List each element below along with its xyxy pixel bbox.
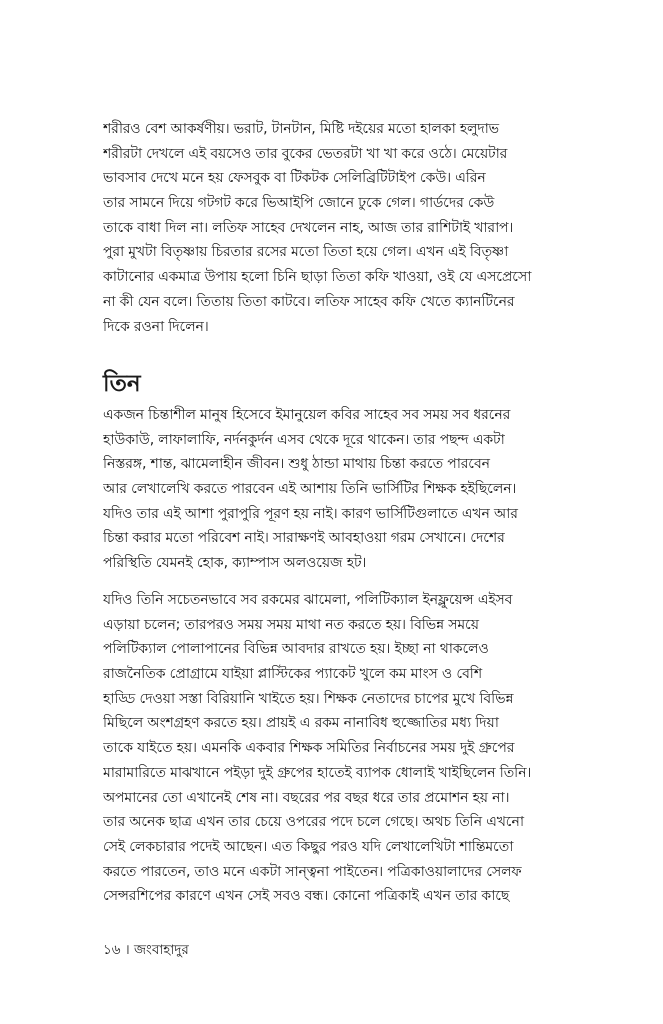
- text-line: দিকে রওনা দিলেন।: [103, 318, 209, 335]
- text-line: তাকে বাধা দিল না। লতিফ সাহেব দেখলেন নাহ, আজ তার রাশিটাই খারাপ।: [103, 219, 514, 236]
- text-line: তার অনেক ছাত্র এখন তার চেয়ে ওপরের পদে চলে গেছে। অথচ তিনি এখনো: [103, 814, 524, 831]
- text-line: তার সামনে দিয়ে গটগট করে ভিআইপি জোনে ঢুকে গেল। গার্ডদের কেউ: [103, 195, 495, 212]
- paragraph-1: [103, 117, 558, 339]
- text-line: না কী যেন বলে। তিতায় তিতা কাটবে। লতিফ সাহেব কফি খেতে ক্যানটিনের: [103, 293, 515, 310]
- text-line: চিন্তা করার মতো পরিবেশ নাই। সারাক্ষণই আবহাওয়া গরম সেখানে। দেশের: [103, 530, 505, 547]
- text-line: পরিস্থিতি যেমনই হোক, ক্যাম্পাস অলওয়েজ হট।: [103, 555, 367, 572]
- text-line: আর লেখালেখি করতে পারবেন এই আশায় তিনি ভার্সিটির শিক্ষক হইছিলেন।: [103, 481, 517, 498]
- text-line: তাকে যাইতে হয়। এমনকি একবার শিক্ষক সমিতির নির্বাচনের সময় দুই গ্রুপের: [103, 740, 515, 757]
- text-line: একজন চিন্তাশীল মানুষ হিসেবে ইমানুয়েল কবির সাহেব সব সময় সব ধরনের: [103, 407, 511, 423]
- text-line: হাউকাউ, লাফালাফি, নর্দনকুর্দন এসব থেকে দূরে থাকেন। তার পছন্দ একটা: [103, 431, 505, 448]
- text-line: যদিও তার এই আশা পুরাপুরি পূরণ হয় নাই। কারণ ভার্সিটিগুলাতে এখন আর: [103, 505, 518, 522]
- text-line: কাটানোর একমাত্র উপায় হলো চিনি ছাড়া তিতা কফি খাওয়া, ওই যে এসপ্রেসো: [103, 269, 532, 286]
- text-line: যদিও তিনি সচেতনভাবে সব রকমের ঝামেলা, পলিটিক্যাল ইনফ্লুয়েন্স এইসব: [103, 592, 513, 608]
- text-line: হাড্ডি দেওয়া সস্তা বিরিয়ানি খাইতে হয়। শিক্ষক নেতাদের চাপের মুখে বিভিন্ন: [103, 690, 514, 707]
- text-line: অপমানের তো এখানেই শেষ না। বছরের পর বছর ধরে তার প্রমোশন হয় না।: [103, 789, 510, 806]
- paragraph-3: [103, 588, 558, 909]
- text-line: মারামারিতে মাঝখানে পইড়া দুই গ্রুপের হাতেই ব্যাপক ধোলাই খাইছিলেন তিনি।: [103, 764, 532, 781]
- text-line: রাজনৈতিক প্রোগ্রামে যাইয়া প্লাস্টিকের প্যাকেট খুলে কম মাংস ও বেশি: [103, 666, 482, 683]
- paragraph-2: [103, 403, 558, 576]
- text-line: এড়ায়া চলেন; তারপরও সময় সময় মাথা নত করতে হয়। বিভিন্ন সময়ে: [103, 616, 479, 633]
- text-line: পলিটিক্যাল পোলাপানের বিভিন্ন আবদার রাখতে হয়। ইচ্ছা না থাকলেও: [103, 641, 489, 658]
- section-heading: তিন: [103, 371, 141, 397]
- text-line: মিছিলে অংশগ্রহণ করতে হয়। প্রায়ই এ রকম নানাবিধ হুজ্জোতির মধ্য দিয়া: [103, 715, 499, 732]
- text-line: পুরা মুখটা বিতৃষ্ণায় চিরতার রসের মতো তিতা হয়ে গেল। এখন এই বিতৃষ্ণা: [103, 244, 509, 261]
- text-line: শরীরটা দেখলে এই বয়সেও তার বুকের ভেতরটা খা খা করে ওঠে। মেয়েটার: [103, 145, 508, 162]
- page-footer: ১৬ । জংবাহাদুর: [103, 942, 189, 958]
- text-line: ভাবসাব দেখে মনে হয় ফেসবুক বা টিকটক সেলিব্রিটিটাইপ কেউ। এরিন: [103, 170, 486, 187]
- text-line: সেন্সরশিপের কারণে এখন সেই সবও বন্ধ। কোনো পত্রিকাই এখন তার কাছে: [103, 888, 510, 905]
- text-line: করতে পারতেন, তাও মনে একটা সান্ত্বনা পাইতেন। পত্রিকাওয়ালাদের সেলফ: [103, 863, 522, 880]
- text-line: শরীরও বেশ আকর্ষণীয়। ভরাট, টানটান, মিষ্টি দইয়ের মতো হালকা হলুদাভ: [103, 121, 499, 137]
- text-line: সেই লেকচারার পদেই আছেন। এত কিছুর পরও যদি লেখালেখিটা শান্তিমতো: [103, 838, 514, 855]
- text-line: নিস্তরঙ্গ, শান্ত, ঝামেলাহীন জীবন। শুধু ঠান্ডা মাথায় চিন্তা করতে পারবেন: [103, 456, 490, 473]
